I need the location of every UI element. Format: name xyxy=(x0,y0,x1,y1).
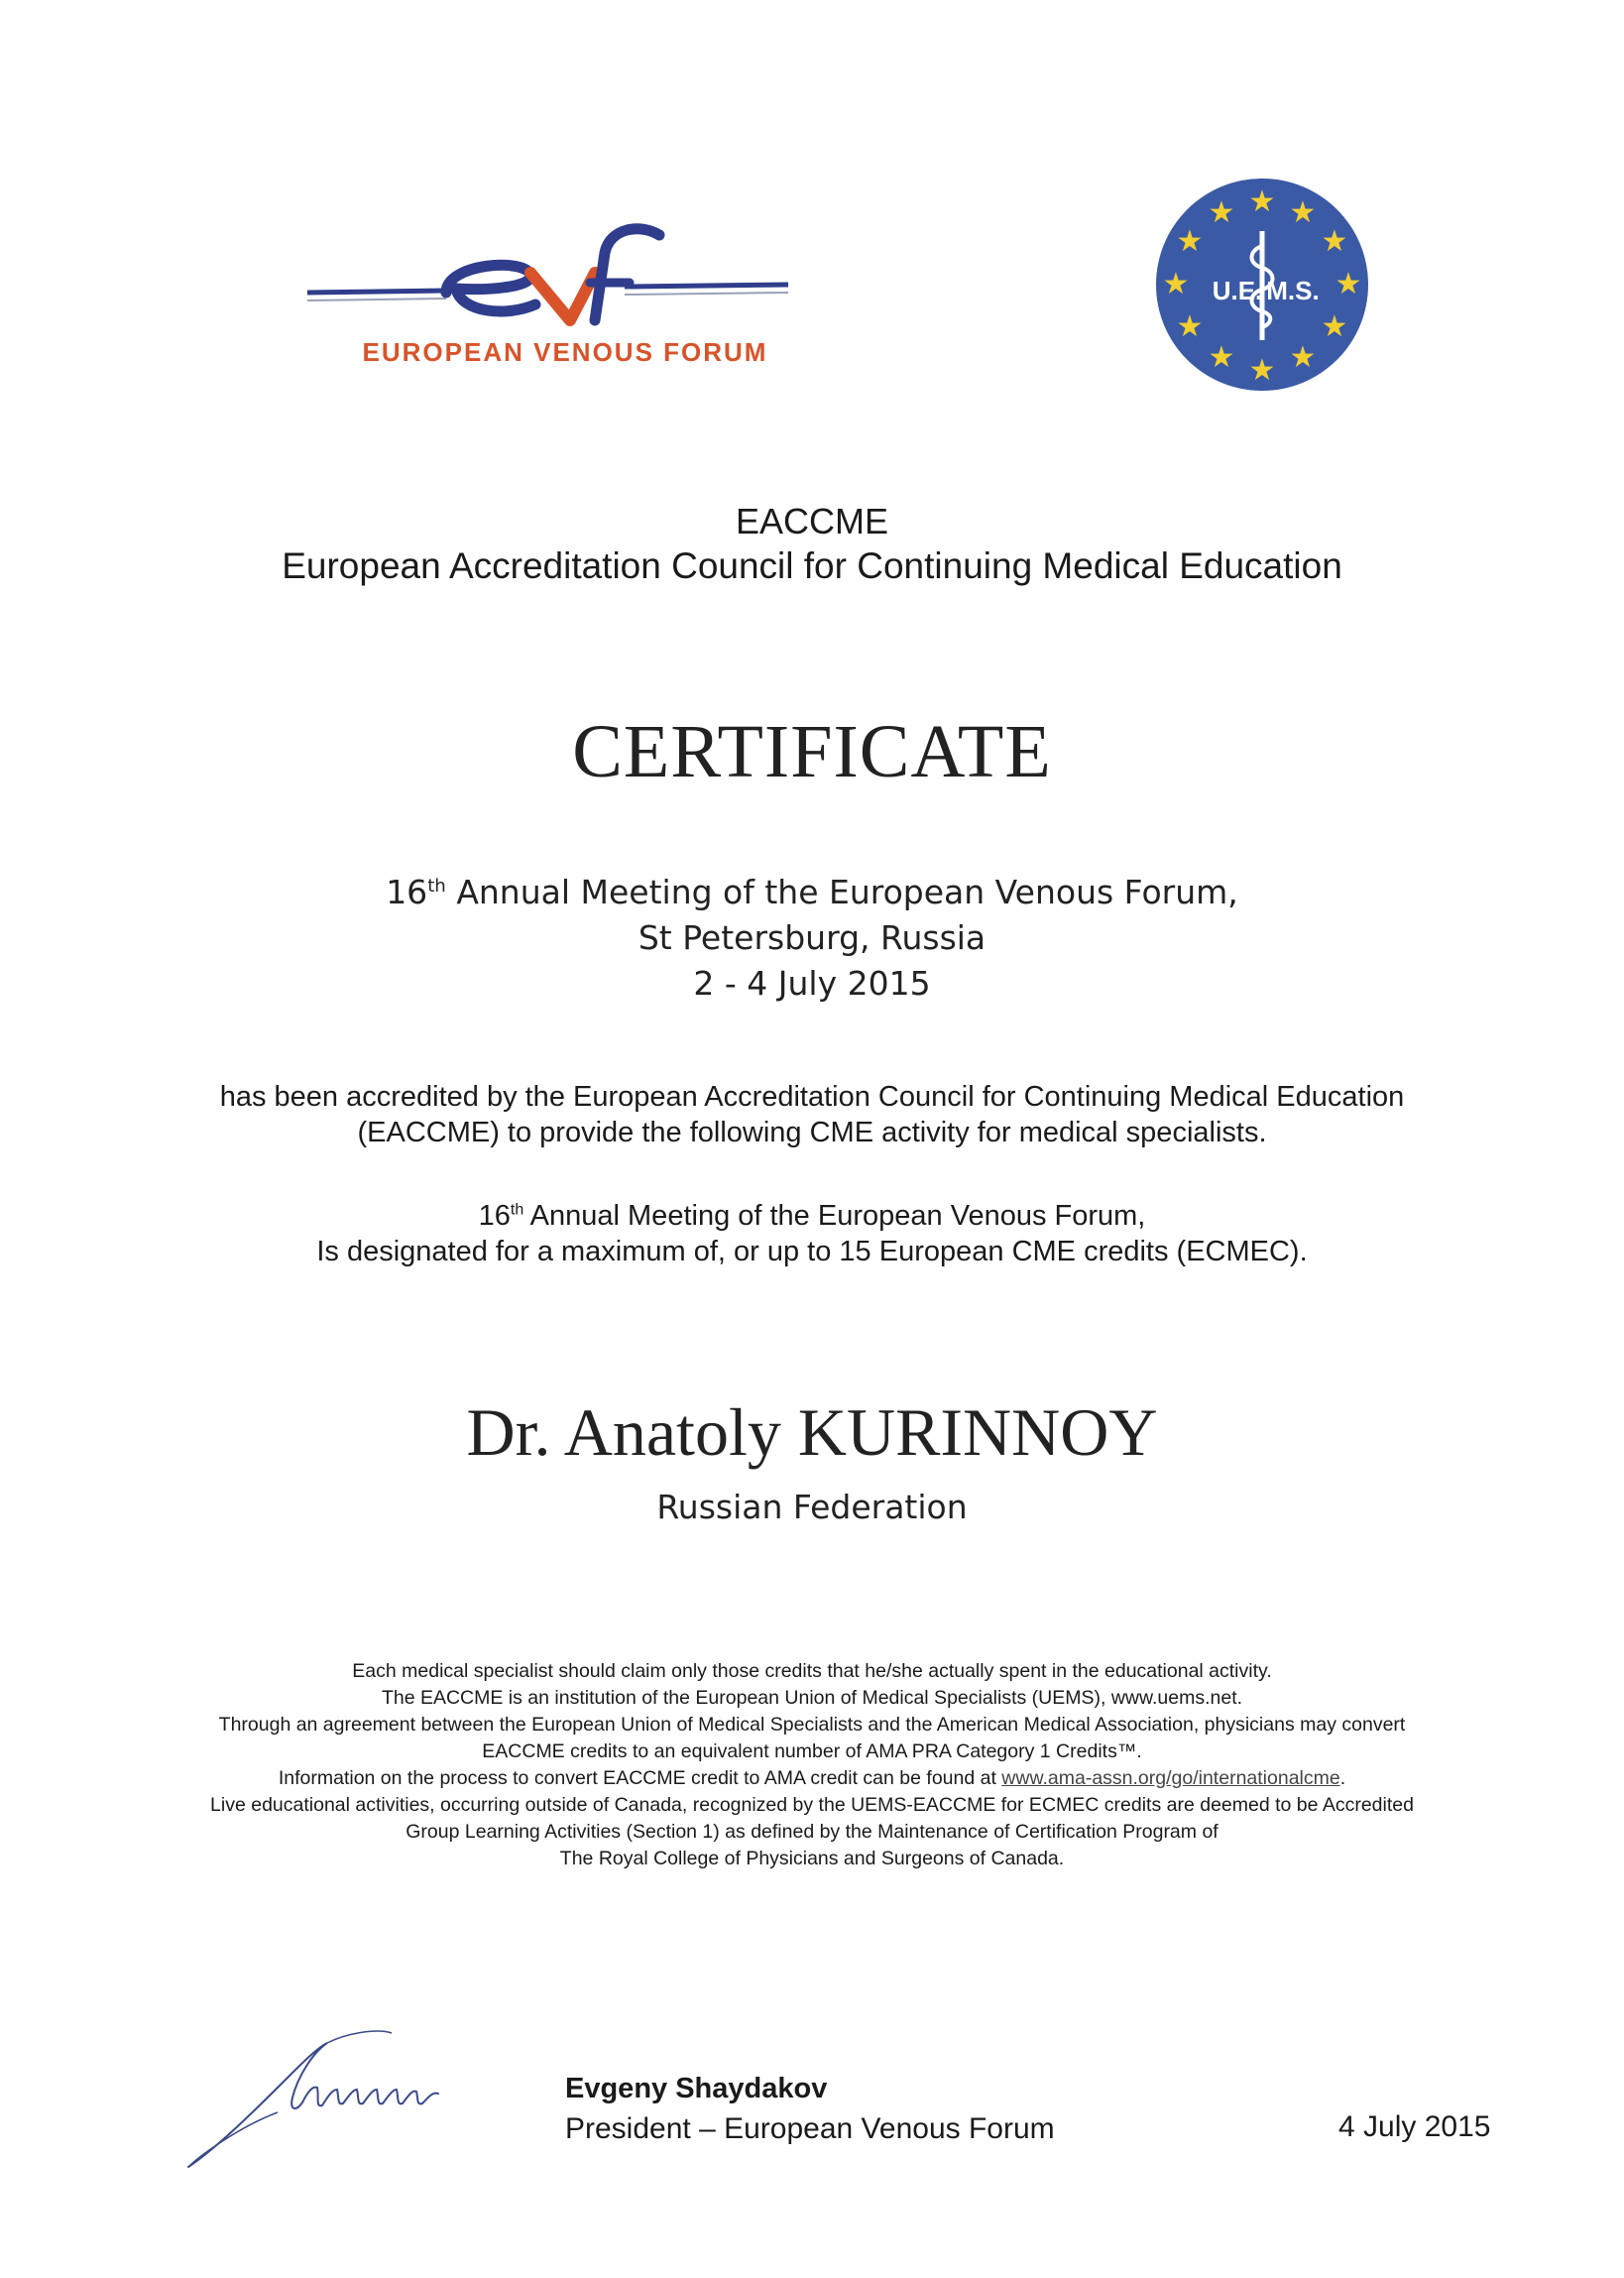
meeting-dates: 2 - 4 July 2015 xyxy=(693,964,931,1003)
fine-print-text: . xyxy=(1339,1767,1346,1789)
meeting-location: St Petersburg, Russia xyxy=(638,918,986,957)
accreditation-line-1: has been accredited by the European Accreditation Council for Continuing Medical Education xyxy=(219,1081,1405,1113)
svg-text:★: ★ xyxy=(1248,353,1276,388)
svg-text:★: ★ xyxy=(1162,267,1190,301)
fine-print-line: Each medical specialist should claim only those credits that he/she actually spent in the educational activity. xyxy=(352,1660,1272,1682)
fine-print-text: Information on the process to convert EACCME credit to AMA credit can be found at xyxy=(278,1767,1002,1789)
fine-print-line: EACCME credits to an equivalent number of AMA PRA Category 1 Credits™. xyxy=(482,1740,1142,1762)
meeting-name xyxy=(0,873,1624,911)
eaccme-abbreviation: EACCME xyxy=(735,501,889,541)
evf-logo xyxy=(297,213,813,382)
designation-meeting: Annual Meeting of the European Venous Forum, xyxy=(529,1200,1146,1232)
uems-right-text: M.S. xyxy=(1266,276,1320,305)
meeting-ordinal: th xyxy=(427,876,446,897)
certificate-title: CERTIFICATE xyxy=(572,710,1052,793)
handwritten-signature xyxy=(178,2018,535,2177)
svg-text:★: ★ xyxy=(1176,309,1204,344)
designation-ordinal: th xyxy=(510,1201,524,1219)
fine-print-line: Through an agreement between the European Union of Medical Specialists and the American Medical Association, physicians may convert xyxy=(218,1714,1406,1736)
signatory-name: Evgeny Shaydakov xyxy=(565,2073,828,2104)
svg-text:★: ★ xyxy=(1289,195,1317,230)
signature-date: 4 July 2015 xyxy=(1338,2110,1491,2143)
fine-print-line: Group Learning Activities (Section 1) as defined by the Maintenance of Certification Program of xyxy=(406,1821,1218,1843)
svg-text:★: ★ xyxy=(1289,340,1317,375)
fine-print-line: Live educational activities, occurring outside of Canada, recognized by the UEMS-EACCME for ECMEC credits are deemed to be Accredited xyxy=(210,1794,1414,1816)
uems-logo xyxy=(1154,177,1370,393)
accreditation-statement xyxy=(0,1079,1624,1150)
svg-text:★: ★ xyxy=(1208,195,1235,230)
fine-print-line: The EACCME is an institution of the European Union of Medical Specialists (UEMS), www.uems.net. xyxy=(381,1687,1243,1709)
designation-number: 16 xyxy=(478,1200,511,1232)
accreditation-line-2: (EACCME) to provide the following CME activity for medical specialists. xyxy=(357,1117,1267,1148)
svg-text:★: ★ xyxy=(1208,340,1235,375)
eaccme-full-name: European Accreditation Council for Continuing Medical Education xyxy=(282,545,1342,586)
uems-left-text: U.E. xyxy=(1212,276,1263,305)
meeting-title: Annual Meeting of the European Venous Forum, xyxy=(456,873,1238,911)
evf-logo-name: EUROPEAN VENOUS FORUM xyxy=(362,337,768,367)
svg-text:★: ★ xyxy=(1321,309,1348,344)
meeting-number: 16 xyxy=(386,873,428,911)
designation-line-1 xyxy=(0,1198,1624,1234)
fine-print-line xyxy=(0,1765,1624,1792)
ama-link[interactable]: www.ama-assn.org/go/internationalcme xyxy=(1001,1767,1340,1789)
fine-print-line: The Royal College of Physicians and Surgeons of Canada. xyxy=(559,1848,1065,1869)
fine-print xyxy=(0,1658,1624,1872)
designation-line-2: Is designated for a maximum of, or up to 15 European CME credits (ECMEC). xyxy=(316,1236,1308,1267)
signatory-role: President – European Venous Forum xyxy=(565,2112,1055,2145)
svg-text:★: ★ xyxy=(1321,224,1348,259)
svg-text:★: ★ xyxy=(1176,224,1204,259)
recipient-name: Dr. Anatoly KURINNOY xyxy=(466,1394,1158,1470)
recipient-country: Russian Federation xyxy=(656,1488,968,1526)
designation-statement xyxy=(0,1198,1624,1269)
evf-logo-mark xyxy=(297,213,813,342)
svg-text:★: ★ xyxy=(1248,184,1276,219)
svg-text:★: ★ xyxy=(1334,267,1362,301)
